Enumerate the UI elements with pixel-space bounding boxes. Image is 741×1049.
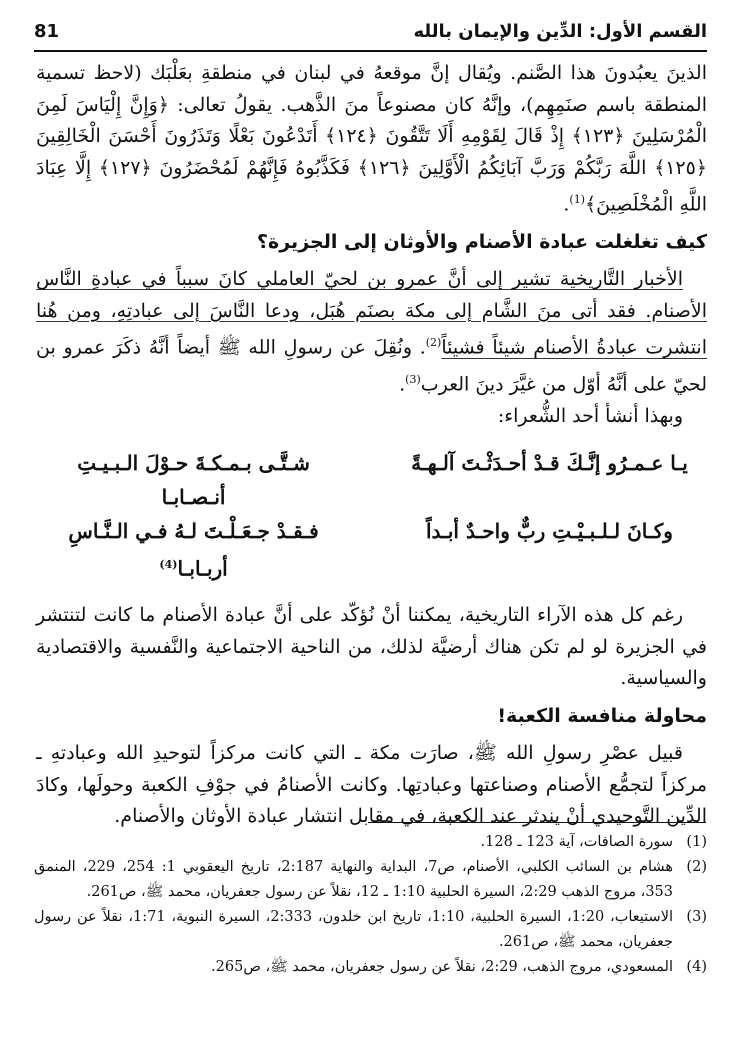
footnote-ref-1: (1): [569, 193, 585, 206]
footnote-1: [34, 830, 707, 855]
paragraph-4: رغم كل هذه الآراء التاريخية، يمكننا أنْ نُؤكّد على أنَّ عبادة الأصنام ما كانت لتنتشر في الجزيرة لو لم تكن هناك أرضيَّة لذلك، من الناحية الاجتماعية والنَّفسية والاقتصادية والسياسية.: [36, 604, 707, 690]
footnote-text: سورة الصافات، آية 123 ـ 128.: [480, 834, 673, 850]
footnotes: [34, 830, 707, 980]
footnote-4: [34, 955, 707, 980]
footnote-ref-3: (3): [405, 373, 421, 387]
footnote-3: [34, 905, 707, 955]
poem-hemistich-2b-wrap: [42, 514, 345, 586]
poem-hemistich-1a: يـا عـمـرُو إنَّـكَ قـدْ أحـدَثْـتَ آلـهـةً: [411, 451, 688, 476]
poem: [36, 446, 707, 586]
footnote-ref-4: (4): [159, 558, 178, 572]
section-heading-kaaba: محاولة منافسة الكعبة!: [497, 704, 707, 727]
header-divider: [34, 50, 707, 52]
section-heading-spread: كيف تغلغلت عبادة الأصنام والأوثان إلى الجزيرة؟: [257, 230, 707, 253]
main-text: [36, 58, 707, 833]
footnote-text: هشام بن السائب الكلبي، الأصنام، ص7، البداية والنهاية 2:187، تاريخ اليعقوبي 1: 254، 229، المنمق 353، مروج الذهب 2:29، السيرة الحلبية 1:10 ـ 12، نقلاً عن رسول جعفريان، محمد ﷺ، ص261.: [34, 859, 673, 900]
poem-verse-2: [36, 514, 707, 586]
poem-hemistich-1b: شـتَّـى بـمـكـةَ حـوْلَ الـبـيـتِ أنـصـابـا: [77, 451, 310, 510]
footnote-number: (3): [686, 909, 707, 925]
poem-verse-1: [36, 446, 707, 514]
paragraph-1: الذينَ يعبُدونَ هذا الصَّنم. ويُقال إنَّ موقعهُ في لبنان في منطقةِ بعَلْبَك (لاحظ تسمية المنطقة باسم صنَمِهِم)، وإنَّهُ كان مصنوعاً منَ الذَّهب. يقولُ تعالى: ﴿وَإِنَّ إِلْيَاسَ لَمِنَ الْمُرْسَلِينَ ﴿١٢٣﴾ إِذْ قَالَ لِقَوْمِهِ أَلَا تَتَّقُونَ ﴿١٢٤﴾ أَتَدْعُونَ بَعْلًا وَتَذَرُونَ أَحْسَنَ الْخَالِقِينَ ﴿١٢٥﴾ اللَّهَ رَبَّكُمْ وَرَبَّ آبَائِكُمُ الْأَوَّلِينَ ﴿١٢٦﴾ فَكَذَّبُوهُ فَإِنَّهُمْ لَمُحْضَرُونَ ﴿١٢٧﴾ إِلَّا عِبَادَ اللَّهِ الْمُخْلَصِينَ﴾$^{(1)}$.: [36, 62, 707, 216]
footnote-ref-2: (2): [425, 336, 442, 350]
footnote-divider: [368, 822, 706, 823]
paragraph-2-rest: . ونُقِلَ عن رسولِ الله ﷺ أيضاً أنَّهُ ذكَرَ عمرو بن لحيّ على أنَّهُ أوّل من غيَّرَ دينَ العرب: [36, 336, 707, 396]
paragraph-2: الأخبار التَّاريخية تشير إلى أنَّ عمرو بن لحيّ العاملي كانَ سبباً في عبادةِ النَّاس الأصنام. فقد أتى منَ الشَّام إلى مكة بصنَم هُبَل، ودعا النَّاسَ إلى عبادتِهِ، ومن هُنا انتشرت عبادةُ الأصنام شيئاً فشيئاً$^{(2)}$. ونُقِلَ عن رسولِ الله ﷺ أيضاً أنَّهُ ذكَرَ عمرو بن لحيّ على أنَّهُ أوّل من غيَّرَ دينَ العرب$^{(3)}$.: [36, 268, 708, 396]
footnote-number: (2): [686, 859, 707, 875]
paragraph-2-underlined: الأخبار التَّاريخية تشير إلى أنَّ عمرو بن لحيّ العاملي كانَ سبباً في عبادةِ النَّاس الأصنام. فقد أتى منَ الشَّام إلى مكة بصنَم هُبَل، ودعا النَّاسَ إلى عبادتِهِ، ومن هُنا انتشرت عبادةُ الأصنام شيئاً فشيئاً: [36, 268, 708, 359]
page-number: 81: [34, 20, 60, 42]
poem-hemistich-2a: وكـانَ لـلـبـيْـتِ ربٌّ واحـدٌ أبـداً: [425, 519, 673, 544]
poem-hemistich-2b: فـقـدْ جـعَـلْـتَ لـهُ فـي الـنَّـاسِ أربـابـا: [68, 519, 319, 582]
paragraph-5: قبيل عصْرِ رسولِ الله ﷺ، صارَت مكة ـ التي كانت مركزاً لتوحيدِ الله وعبادتهِ ـ مركزاً لتجمُّع الأصنام وصناعتها وعبادتِها. وكانت الأصنامُ في جوْفِ الكعبة وحولَها، وكادَ الدِّين التَّوحيدي أنْ يندثر عند الكعبة، في مقابل انتشار عبادة الأوثان والأصنام.: [36, 742, 707, 828]
footnote-number: (1): [686, 834, 707, 850]
footnote-text: الاستيعاب، 1:20، السيرة الحلبية، 1:10، تاريخ ابن خلدون، 2:333، السيرة النبوية، 1:71، نقلاً عن رسول جعفريان، محمد ﷺ، ص261.: [34, 909, 673, 950]
chapter-title: القسم الأول: الدِّين والإيمان بالله: [413, 20, 707, 42]
footnote-number: (4): [686, 959, 707, 975]
footnote-text: المسعودي، مروج الذهب، 2:29، نقلاً عن رسول جعفريان، محمد ﷺ، ص265.: [211, 959, 673, 975]
paragraph-1-text: الذينَ يعبُدونَ هذا الصَّنم. ويُقال إنَّ موقعهُ في لبنان في منطقةِ بعَلْبَك (لاحظ تسمية المنطقة باسم صنَمِهِم)، وإنَّهُ كان مصنوعاً منَ الذَّهب. يقولُ تعالى: ﴿وَإِنَّ إِلْيَاسَ لَمِنَ الْمُرْسَلِينَ ﴿١٢٣﴾ إِذْ قَالَ لِقَوْمِهِ أَلَا تَتَّقُونَ ﴿١٢٤﴾ أَتَدْعُونَ بَعْلًا وَتَذَرُونَ أَحْسَنَ الْخَالِقِينَ ﴿١٢٥﴾ اللَّهَ رَبَّكُمْ وَرَبَّ آبَائِكُمُ الْأَوَّلِينَ ﴿١٢٦﴾ فَكَذَّبُوهُ فَإِنَّهُمْ لَمُحْضَرُونَ ﴿١٢٧﴾ إِلَّا عِبَادَ اللَّهِ الْمُخْلَصِينَ﴾: [36, 62, 707, 216]
running-header: [34, 14, 707, 48]
paragraph-3: وبهذا أنشأ أحد الشُّعراء:: [497, 404, 683, 427]
footnote-2: [34, 855, 707, 905]
